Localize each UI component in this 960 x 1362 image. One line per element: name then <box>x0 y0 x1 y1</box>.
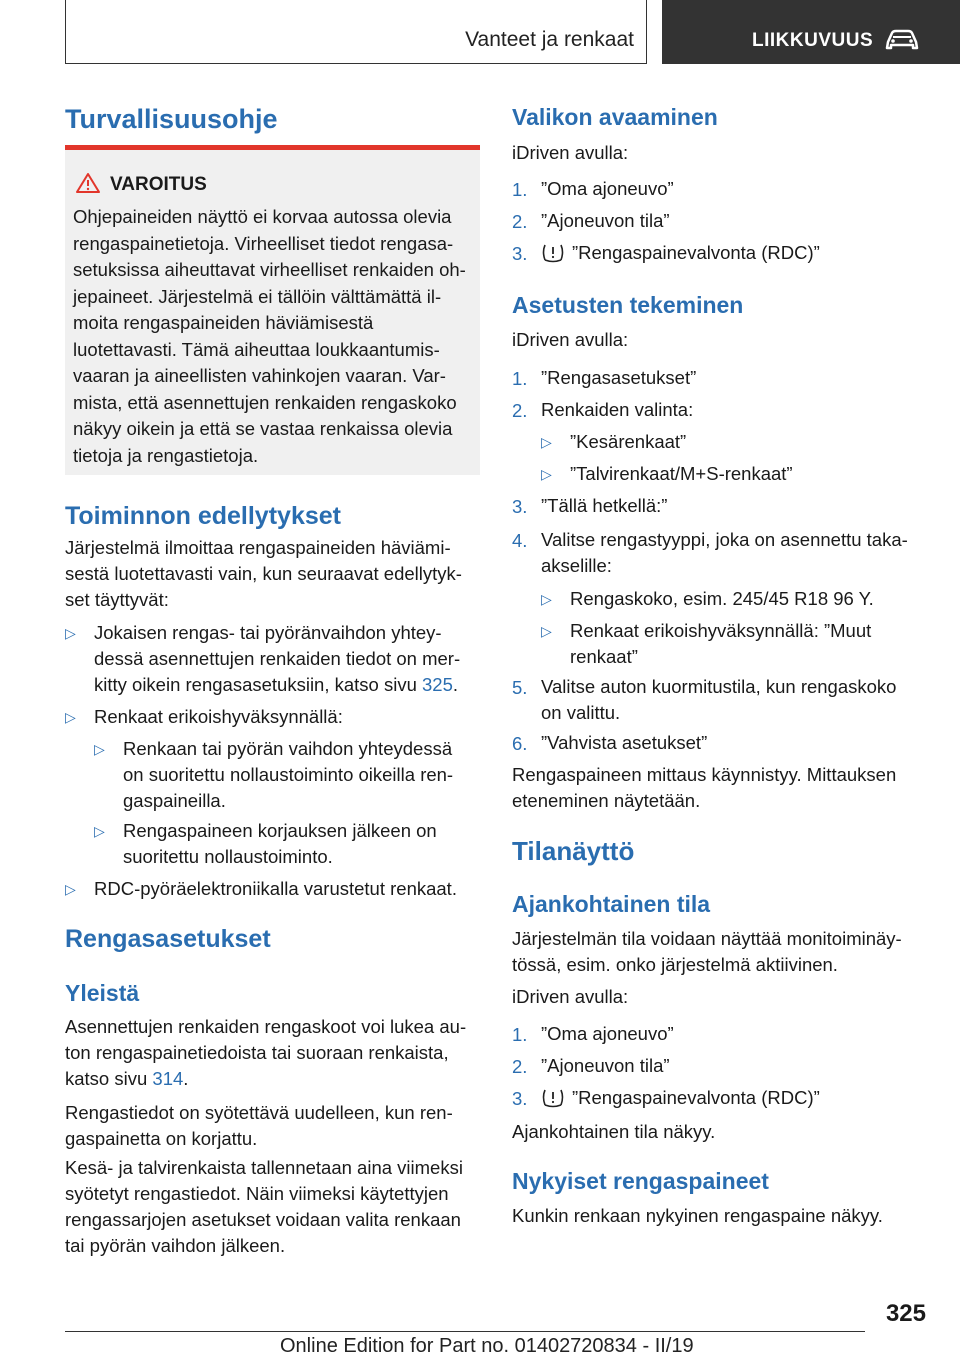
text-line: Valitse rengastyyppi, joka on asennettu taka- <box>541 529 908 550</box>
header-section-box <box>65 0 647 64</box>
text-line: Asennettujen renkaiden rengaskoot voi lukea au- <box>65 1016 467 1037</box>
step-number: 2. <box>512 211 528 232</box>
page-link-325[interactable]: 325 <box>422 674 453 695</box>
pressures-paragraph: Kunkin renkaan nykyinen rengaspaine näkyy. <box>512 1205 883 1226</box>
bullet-icon: ▷ <box>541 623 552 639</box>
text-line: tössä, esim. onko järjestelmä aktiivinen. <box>512 954 838 975</box>
step-number: 1. <box>512 179 528 200</box>
text-line: Järjestelmä ilmoittaa rengaspaineiden häviämi- <box>65 537 451 558</box>
setup-step-4 <box>541 527 921 579</box>
text-line: kitty oikein rengasasetuksiin, katso sivu <box>94 674 423 695</box>
step-number: 5. <box>512 677 528 698</box>
text-line: gaspainetta on korjattu. <box>65 1128 258 1149</box>
requirement-sub-2 <box>123 818 483 870</box>
text-punct: . <box>452 674 459 695</box>
footer-rule <box>65 1331 865 1332</box>
text-line: akselille: <box>541 555 612 576</box>
text-line: Renkaat erikoishyväksynnällä: ”Muut <box>570 620 872 641</box>
bullet-icon: ▷ <box>65 625 76 641</box>
general-paragraph-3 <box>65 1155 480 1259</box>
warning-text <box>73 204 478 469</box>
setup-step-5 <box>541 674 921 726</box>
warning-line: tietoja ja rengastietoja. <box>73 444 259 466</box>
requirements-intro <box>65 535 480 613</box>
heading-setup: Asetusten tekeminen <box>512 292 744 318</box>
heading-current-pressures: Nykyiset rengaspaineet <box>512 1168 769 1194</box>
step-number: 3. <box>512 243 528 264</box>
text-line: dessä asennettujen renkaiden tiedot on mer- <box>94 648 461 669</box>
step-number: 2. <box>512 400 528 421</box>
current-step-3: ”Rengaspainevalvonta (RDC)” <box>572 1087 820 1108</box>
current-paragraph <box>512 926 922 978</box>
current-step-2: ”Ajoneuvon tila” <box>541 1055 670 1076</box>
warning-line: Ohjepaineiden näyttö ei korvaa autossa olevia <box>73 206 452 227</box>
requirement-item-1 <box>94 620 484 698</box>
step-number: 1. <box>512 1024 528 1045</box>
text-line: tai pyörän vaihdon jälkeen. <box>65 1235 286 1256</box>
page-number: 325 <box>885 1300 926 1327</box>
text-line: sestä luotettavasti vain, kun seuraavat edellytyk- <box>65 563 462 584</box>
text-line: katso sivu <box>65 1068 153 1089</box>
bullet-icon: ▷ <box>94 823 105 839</box>
warning-triangle-icon <box>75 172 101 194</box>
text-line: on suoritettu nollaustoiminto oikeilla ren- <box>123 764 454 785</box>
text-line: rengassarjojen asetukset voidaan valita renkaan <box>65 1209 461 1230</box>
page-link-314[interactable]: 314 <box>152 1068 184 1089</box>
warning-line: vaaran ja aineellisten vahinkojen vaaran. Var- <box>73 365 446 386</box>
heading-general: Yleistä <box>65 980 140 1006</box>
text-line: suoritettu nollaustoiminto. <box>123 846 333 867</box>
text-line: Kesä- ja talvirenkaista tallennetaan aina viimeksi <box>65 1157 463 1178</box>
open-intro: iDriven avulla: <box>512 142 629 163</box>
requirement-sub-1 <box>123 736 483 814</box>
heading-requirements: Toiminnon edellytykset <box>65 502 341 530</box>
step-number: 3. <box>512 496 528 517</box>
text-line: ton rengaspainetiedoista tai suoraan renkaista, <box>65 1042 449 1063</box>
text-line: eteneminen näytetään. <box>512 790 701 811</box>
open-step-1: ”Oma ajoneuvo” <box>541 178 674 199</box>
setup-step-2: Renkaiden valinta: <box>541 399 694 420</box>
text-line: renkaat” <box>570 646 638 667</box>
step-number: 3. <box>512 1088 528 1109</box>
current-outro: Ajankohtainen tila näkyy. <box>512 1121 716 1142</box>
heading-safety: Turvallisuusohje <box>65 104 278 134</box>
bullet-icon: ▷ <box>541 466 552 482</box>
setup-intro: iDriven avulla: <box>512 329 629 350</box>
warning-line: moita rengaspaineiden häviämisestä <box>73 312 374 333</box>
requirement-item-3: RDC-pyöräelektroniikalla varustetut renkaat. <box>94 878 457 899</box>
footer-edition: Online Edition for Part no. 01402720834 - II/19 <box>280 1335 694 1357</box>
step-number: 6. <box>512 733 528 754</box>
text-line: Renkaan tai pyörän vaihdon yhteydessä <box>123 738 453 759</box>
warning-line: jepaineet. Järjestelmä ei tällöin välttämättä il- <box>73 285 442 307</box>
text-line: gaspaineilla. <box>123 790 226 811</box>
bullet-icon: ▷ <box>541 591 552 607</box>
setup-step-1: ”Rengasasetukset” <box>541 367 697 388</box>
text-line: on valittu. <box>541 702 621 723</box>
car-icon <box>884 28 920 52</box>
heading-current-status: Ajankohtainen tila <box>512 891 711 917</box>
setup-step-2-summer: ”Kesärenkaat” <box>570 431 687 452</box>
bullet-icon: ▷ <box>65 881 76 897</box>
text-line: Järjestelmän tila voidaan näyttää monitoiminäy- <box>512 928 902 949</box>
setup-step-4-special <box>570 618 920 670</box>
bullet-icon: ▷ <box>65 709 76 725</box>
text-line: Jokaisen rengas- tai pyöränvaihdon yhtey- <box>94 622 442 643</box>
warning-label: VAROITUS <box>110 174 207 195</box>
text-line: Rengaspaineen korjauksen jälkeen on <box>123 820 437 841</box>
setup-step-2-winter: ”Talvirenkaat/M+S-renkaat” <box>570 463 793 484</box>
tyre-pressure-icon <box>541 1087 565 1109</box>
heading-tyre-settings: Rengasasetukset <box>65 925 271 953</box>
warning-line: setuksissa aiheuttavat virheelliset renkaiden oh- <box>73 259 466 280</box>
text-punct: . <box>183 1068 189 1089</box>
open-step-3: ”Rengaspainevalvonta (RDC)” <box>572 242 820 263</box>
general-paragraph-1 <box>65 1014 480 1092</box>
setup-step-3: ”Tällä hetkellä:” <box>541 495 668 516</box>
text-line: syötetyt rengastiedot. Näin viimeksi käytettyjen <box>65 1183 449 1204</box>
current-intro: iDriven avulla: <box>512 986 629 1007</box>
open-step-2: ”Ajoneuvon tila” <box>541 210 670 231</box>
warning-box <box>65 150 480 475</box>
step-number: 4. <box>512 530 528 551</box>
setup-step-6: ”Vahvista asetukset” <box>541 732 708 753</box>
current-step-1: ”Oma ajoneuvo” <box>541 1023 674 1044</box>
bullet-icon: ▷ <box>541 434 552 450</box>
text-line: Rengastiedot on syötettävä uudelleen, kun ren- <box>65 1102 453 1123</box>
setup-step-4-size: Rengaskoko, esim. 245/45 R18 96 Y. <box>570 588 874 609</box>
setup-outro <box>512 762 922 814</box>
text-line: Valitse auton kuormitustila, kun rengaskoko <box>541 676 897 697</box>
warning-line: näkyy oikein ja että se vastaa renkaissa olevia <box>73 418 453 439</box>
header-section-title: Vanteet ja renkaat <box>465 28 634 51</box>
general-paragraph-2 <box>65 1100 480 1152</box>
header-chapter-label: LIIKKUVUUS <box>752 30 874 51</box>
heading-open-menu: Valikon avaaminen <box>512 104 718 130</box>
header-chapter-tab <box>662 0 960 64</box>
warning-line: mista, että asennettujen renkaiden rengaskoko <box>73 391 457 413</box>
warning-line: luotettavasti. Tämä aiheuttaa loukkaantumis- <box>73 338 440 360</box>
text-line: set täyttyvät: <box>65 589 169 610</box>
text-line: Rengaspaineen mittaus käynnistyy. Mittauksen <box>512 764 897 785</box>
step-number: 1. <box>512 368 528 389</box>
step-number: 2. <box>512 1056 528 1077</box>
requirement-item-2: Renkaat erikoishyväksynnällä: <box>94 706 343 727</box>
heading-status: Tilanäyttö <box>512 836 635 866</box>
bullet-icon: ▷ <box>94 741 105 757</box>
warning-line: rengaspainetietoja. Virheelliset tiedot rengasa- <box>73 232 454 254</box>
tyre-pressure-icon <box>541 242 565 264</box>
